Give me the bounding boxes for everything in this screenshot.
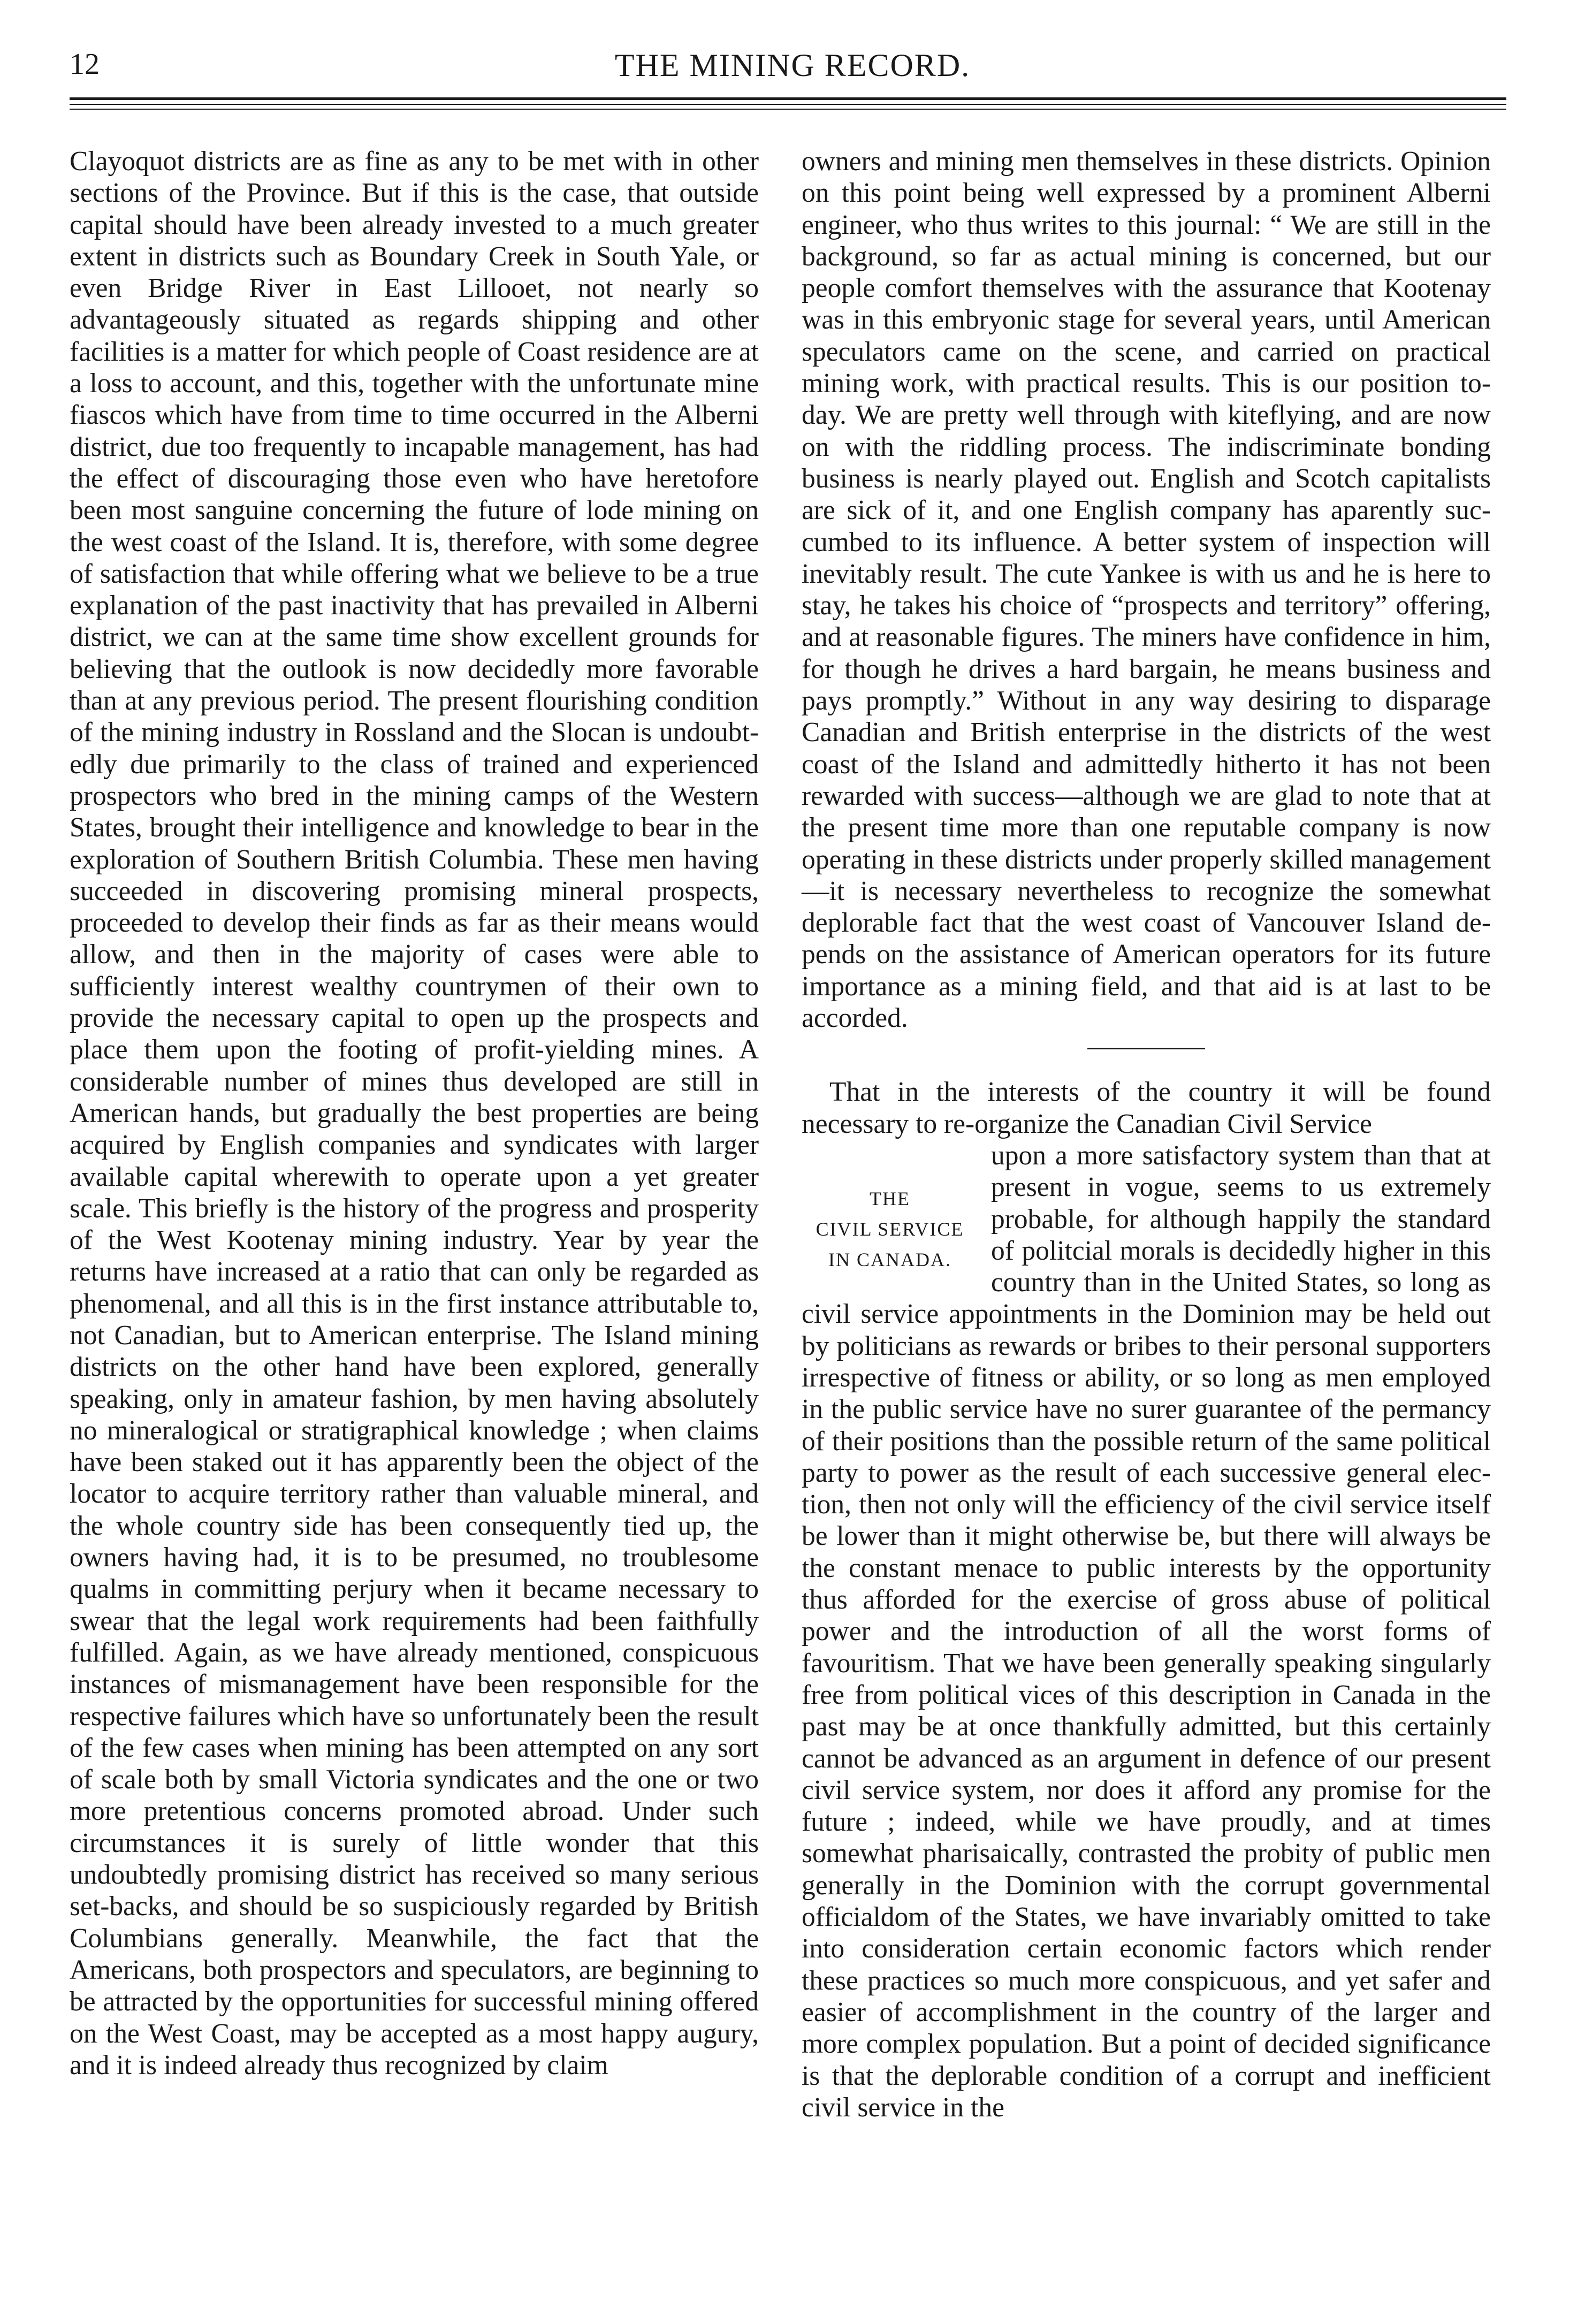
sidehead-line-2: CIVIL SERVICE	[816, 1218, 964, 1240]
header-rule-thin	[70, 104, 1506, 105]
running-title: THE MINING RECORD.	[614, 48, 971, 83]
section-separator	[1087, 1048, 1205, 1049]
civil-service-sidehead	[802, 1184, 978, 1275]
page-number: 12	[70, 48, 100, 81]
header-rule-thick	[70, 97, 1506, 100]
alberni-paragraph: owners and mining men themselves in these districts. Opinion on this point being well expressed by a prominent Alberni engineer, who thus writes to this journal: “ We are still in the background, so far as actual mining is concerned, but our people comfort themselves with the assurance that Kootenay was in this embryonic stage for several years, until American speculators came on the scene, and carried on practical mining work, with practical results. This is our position to-day. We are pretty well through with kiteflying, and are now on with the riddling process. The indiscriminate bonding business is nearly played out. English and Scotch capitalists are sick of it, and one English company has aparently succumbed to its influence. A better system of inspection will inevitably result. The cute Yankee is with us and he is here to stay, he takes his choice of “prospects and territory” offering, and at reasonable figures. The miners have confidence in him, for though he drives a hard bargain, he means business and pays promptly.” Without in any way desiring to disparage Canadian and British enterprise in the districts of the west coast of the Island and admittedly hitherto it has not been rewarded with success—although we are glad to note that at the present time more than one reputable company is now operating in these districts under properly skilled management—it is necessary nevertheless to recognize the somewhat deplorable fact that the west coast of Vancouver Island depends on the assistance of American operators for its future importance as a mining field, and that aid is at last to be accorded.	[802, 146, 1491, 1034]
civil-service-paragraph: upon a more satisfactory system than that at present in vogue, seems to us extremely probable, for although happily the standard of politcial morals is decidedly higher in this country than in the United States, so long as civil service appointments in the Dominion may be held out by politicians as rewards or bribes to their personal supporters irrespective of fitness or ability, or so long as men employed in the public service have no surer guarantee of the permancy of their positions than the possible return of the same political party to power as the result of each successive general election, then not only will the efficiency of the civil service itself be lower than it might otherwise be, but there will always be the constant menace to public interests by the opportunity thus afforded for the exercise of gross abuse of political power and the introduction of all the worst forms of favouritism. That we have been generally speaking singularly free from political vices of this description in Canada in the past may be at once thankfully admitted, but this certainly cannot be advanced as an argument in defence of our present civil service system, nor does it afford any promise for the future ; indeed, while we have proudly, and at times somewhat pharisaically, contrasted the probity of public men generally in the Dominion with the corrupt governmental officialdom of the States, we have invariably omitted to take into consideration certain economic factors which render these practices so much more conspicuous, and yet safer and easier of accomplishment in the country of the larger and more complex population. But a point of decided significance is that the deplorable condition of a corrupt and inefficient civil service in the	[802, 1140, 1491, 2123]
left-column-paragraph: Clayoquot districts are as fine as any to be met with in other sections of the Province. But if this is the case, that outside capital should have been already invested to a much greater extent in districts such as Boundary Creek in South Yale, or even Bridge River in East Lillooet, not nearly so advantageously situated as regards shipping and other facilities is a matter for which people of Coast residence are at a loss to account, and this, together with the unfortunate mine fiascos which have from time to time occurred in the Alberni district, due too frequently to incapable management, has had the effect of discouraging those even who have heretofore been most sanguine concerning the future of lode mining on the west coast of the Island. It is, therefore, with some degree of satisfaction that while offering what we believe to be a true explanation of the past inactivity that has prevailed in Alberni district, we can at the same time show excellent grounds for believing that the outlook is now decidedly more favorable than at any previous period. The present flourishing condition of the mining industry in Rossland and the Slocan is undoubtedly due primarily to the class of trained and experienced prospectors who bred in the mining camps of the Western States, brought their intelligence and knowledge to bear in the exploration of Southern British Columbia. These men having succeeded in discovering promising mineral prospects, proceeded to develop their finds as far as their means would allow, and then in the majority of cases were able to sufficiently interest wealthy countrymen of their own to provide the necessary capital to open up the prospects and place them upon the footing of profit-yielding mines. A considerable number of mines thus developed are still in American hands, but gradually the best properties are being acquired by English companies and syndicates with larger available capital wherewith to operate upon a yet greater scale. This briefly is the history of the progress and prosperity of the West Kootenay mining industry. Year by year the returns have increased at a ratio that can only be regarded as phenomenal, and all this is in the first instance attributable to, not Canadian, but to American enterprise. The Island mining districts on the other hand have been explored, generally speaking, only in amateur fashion, by men having absolutely no mineralogical or stratigraphical knowledge ; when claims have been staked out it has apparently been the object of the locator to acquire territory rather than valuable mineral, and the whole country side has been consequently tied up, the owners having had, it is to be presumed, no troublesome qualms in committing perjury when it became necessary to swear that the legal work requirements had been faithfully fulfilled. Again, as we have already mentioned, conspicuous instances of mismanagement have been responsible for the respective failures which have so unfortunately been the result of the few cases when mining has been attempted on any sort of scale both by small Victoria syndicates and the one or two more pretentious concerns promoted abroad. Under such circumstances it is surely of little wonder that this undoubtedly promising district has received so many serious set-backs, and should be so suspiciously regarded by British Columbians generally. Meanwhile, the fact that the Americans, both prospectors and speculators, are beginning to be attracted by the opportunities for successful mining offered on the West Coast, may be accepted as a most happy augury, and it is indeed already thus recognized by claim	[70, 146, 759, 2081]
sidehead-line-3: IN CANADA.	[828, 1248, 951, 1270]
left-column	[70, 146, 759, 2286]
header-rule-thin-lower	[70, 109, 1506, 110]
sidehead-line-1: THE	[870, 1187, 910, 1209]
right-column	[802, 146, 1491, 2286]
civil-service-lead: That in the interests of the country it will be found necessary to re-organize the Canadian Civil Service	[802, 1077, 1491, 1139]
